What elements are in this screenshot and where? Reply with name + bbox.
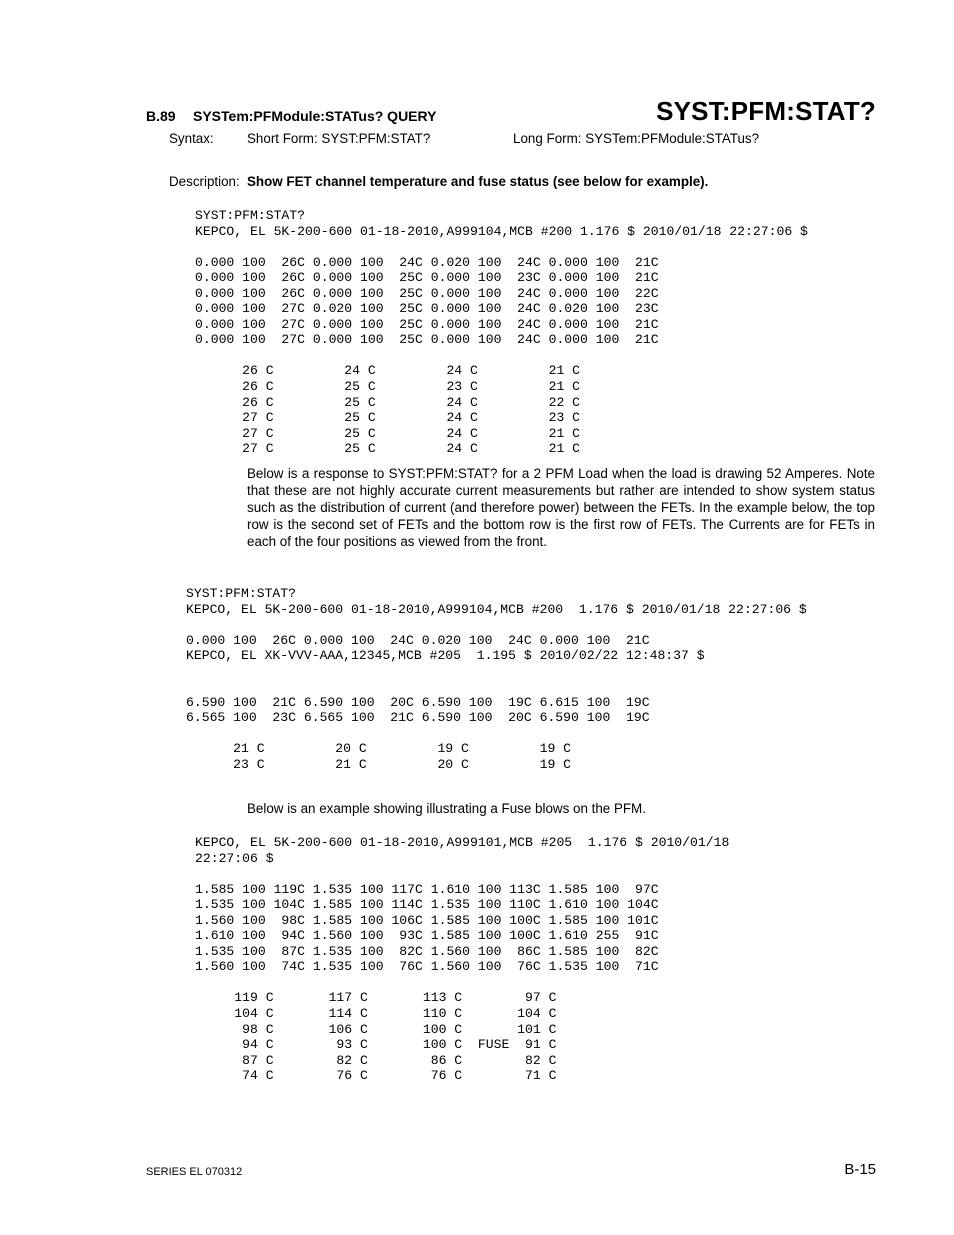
syntax-label: Syntax: [169,131,214,146]
example-code-block-3: KEPCO, EL 5K-200-600 01-18-2010,A999101,MCB #205 1.176 $ 2010/01/18 22:27:06 $ 1.585 100 119C 1.535 100 117C 1.610 100 113C 1.585 100 97C 1.535 100 104C 1.585 100 114C 1.535 100 110C 1.610 100 104C 1.560 100 98C 1.585 100 106C 1.585 100 100C 1.585 100 101C 1.610 100 94C 1.560 100 93C 1.585 100 100C 1.610 255 91C 1.535 100 87C 1.535 100 82C 1.560 100 86C 1.585 100 82C 1.560 100 74C 1.535 100 76C 1.560 100 76C 1.535 100 71C 119 C 117 C 113 C 97 C 104 C 114 C 110 C 104 C 98 C 106 C 100 C 101 C 94 C 93 C 100 C FUSE 91 C 87 C 82 C 86 C 82 C 74 C 76 C 76 C 71 C [195,835,730,1084]
section-title: SYSTem:PFModule:STATus? QUERY [193,108,437,124]
explanation-paragraph: Below is a response to SYST:PFM:STAT? for a 2 PFM Load when the load is drawing 52 Amperes. Note that these are not highly accurate current measurements but rather are intended to show system status such as the distribution of current (and therefore power) between the FETs. In the example below, the top row is the second set of FETs and the bottom row is the first row of FETs. The Currents are for FETs in each of the four positions as viewed from the front. [247,466,875,549]
description-label: Description: [169,174,244,189]
syntax-long-form: Long Form: SYSTem:PFModule:STATus? [513,131,760,146]
example-code-block-2: SYST:PFM:STAT? KEPCO, EL 5K-200-600 01-18-2010,A999104,MCB #200 1.176 $ 2010/01/18 22:27:06 $ 0.000 100 26C 0.000 100 24C 0.020 100 24C 0.000 100 21C KEPCO, EL XK-VVV-AAA,12345,MCB #205 1.195 $ 2010/02/22 12:48:37 $ 6.590 100 21C 6.590 100 20C 6.590 100 19C 6.615 100 19C 6.565 100 23C 6.565 100 21C 6.590 100 20C 6.590 100 19C 21 C 20 C 19 C 19 C 23 C 21 C 20 C 19 C [186,586,807,773]
description-text: Show FET channel temperature and fuse status (see below for example). [247,174,709,189]
syntax-short-form: Short Form: SYST:PFM:STAT? [247,131,431,146]
example-code-block-1: SYST:PFM:STAT? KEPCO, EL 5K-200-600 01-18-2010,A999104,MCB #200 1.176 $ 2010/01/18 22:27:06 $ 0.000 100 26C 0.000 100 24C 0.020 100 24C 0.000 100 21C 0.000 100 26C 0.000 100 25C 0.000 100 23C 0.000 100 21C 0.000 100 26C 0.000 100 25C 0.000 100 24C 0.000 100 22C 0.000 100 27C 0.020 100 25C 0.000 100 24C 0.020 100 23C 0.000 100 27C 0.000 100 25C 0.000 100 24C 0.000 100 21C 0.000 100 27C 0.000 100 25C 0.000 100 24C 0.000 100 21C 26 C 24 C 24 C 21 C 26 C 25 C 23 C 21 C 26 C 25 C 24 C 22 C 27 C 25 C 24 C 23 C 27 C 25 C 24 C 21 C 27 C 25 C 24 C 21 C [195,208,808,457]
command-title: SYST:PFM:STAT? [656,96,876,126]
fuse-example-paragraph: Below is an example showing illustrating a Fuse blows on the PFM. [247,801,646,816]
footer-page-number: B-15 [844,1161,876,1178]
section-number: B.89 [146,108,176,124]
footer-series: SERIES EL 070312 [146,1166,243,1178]
